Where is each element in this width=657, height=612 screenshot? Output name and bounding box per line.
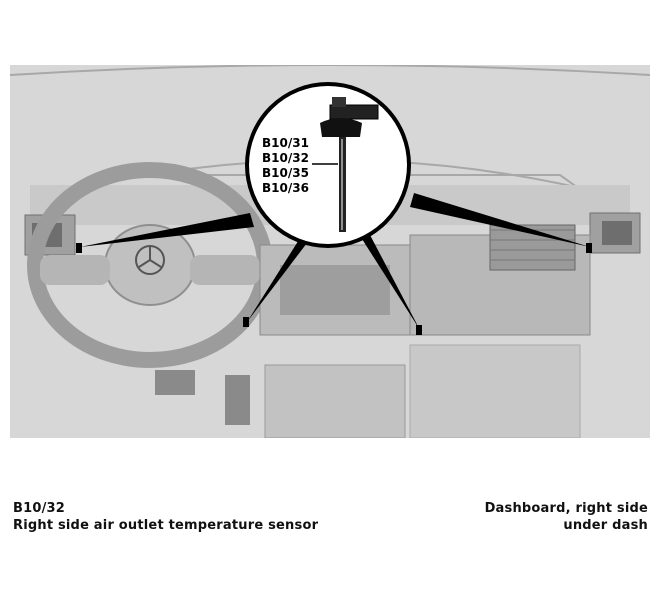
callout-circle <box>247 84 409 246</box>
callout-label-b10-36: B10/36 <box>262 181 309 195</box>
floor-mat-right <box>410 345 580 438</box>
callout-label-b10-32: B10/32 <box>262 151 309 165</box>
location-line-1: Dashboard, right side <box>484 501 648 516</box>
callout-label-b10-35: B10/35 <box>262 166 309 180</box>
hvac-housing <box>410 225 590 335</box>
callout-label-b10-31: B10/31 <box>262 136 309 150</box>
component-code: B10/32 <box>13 501 66 516</box>
caption-right <box>485 500 648 534</box>
caption-left <box>13 500 318 534</box>
dashboard-diagram <box>10 65 650 438</box>
location-line-2: under dash <box>563 518 648 533</box>
right-air-vent <box>590 213 640 253</box>
component-description: Right side air outlet temperature sensor <box>13 518 319 533</box>
